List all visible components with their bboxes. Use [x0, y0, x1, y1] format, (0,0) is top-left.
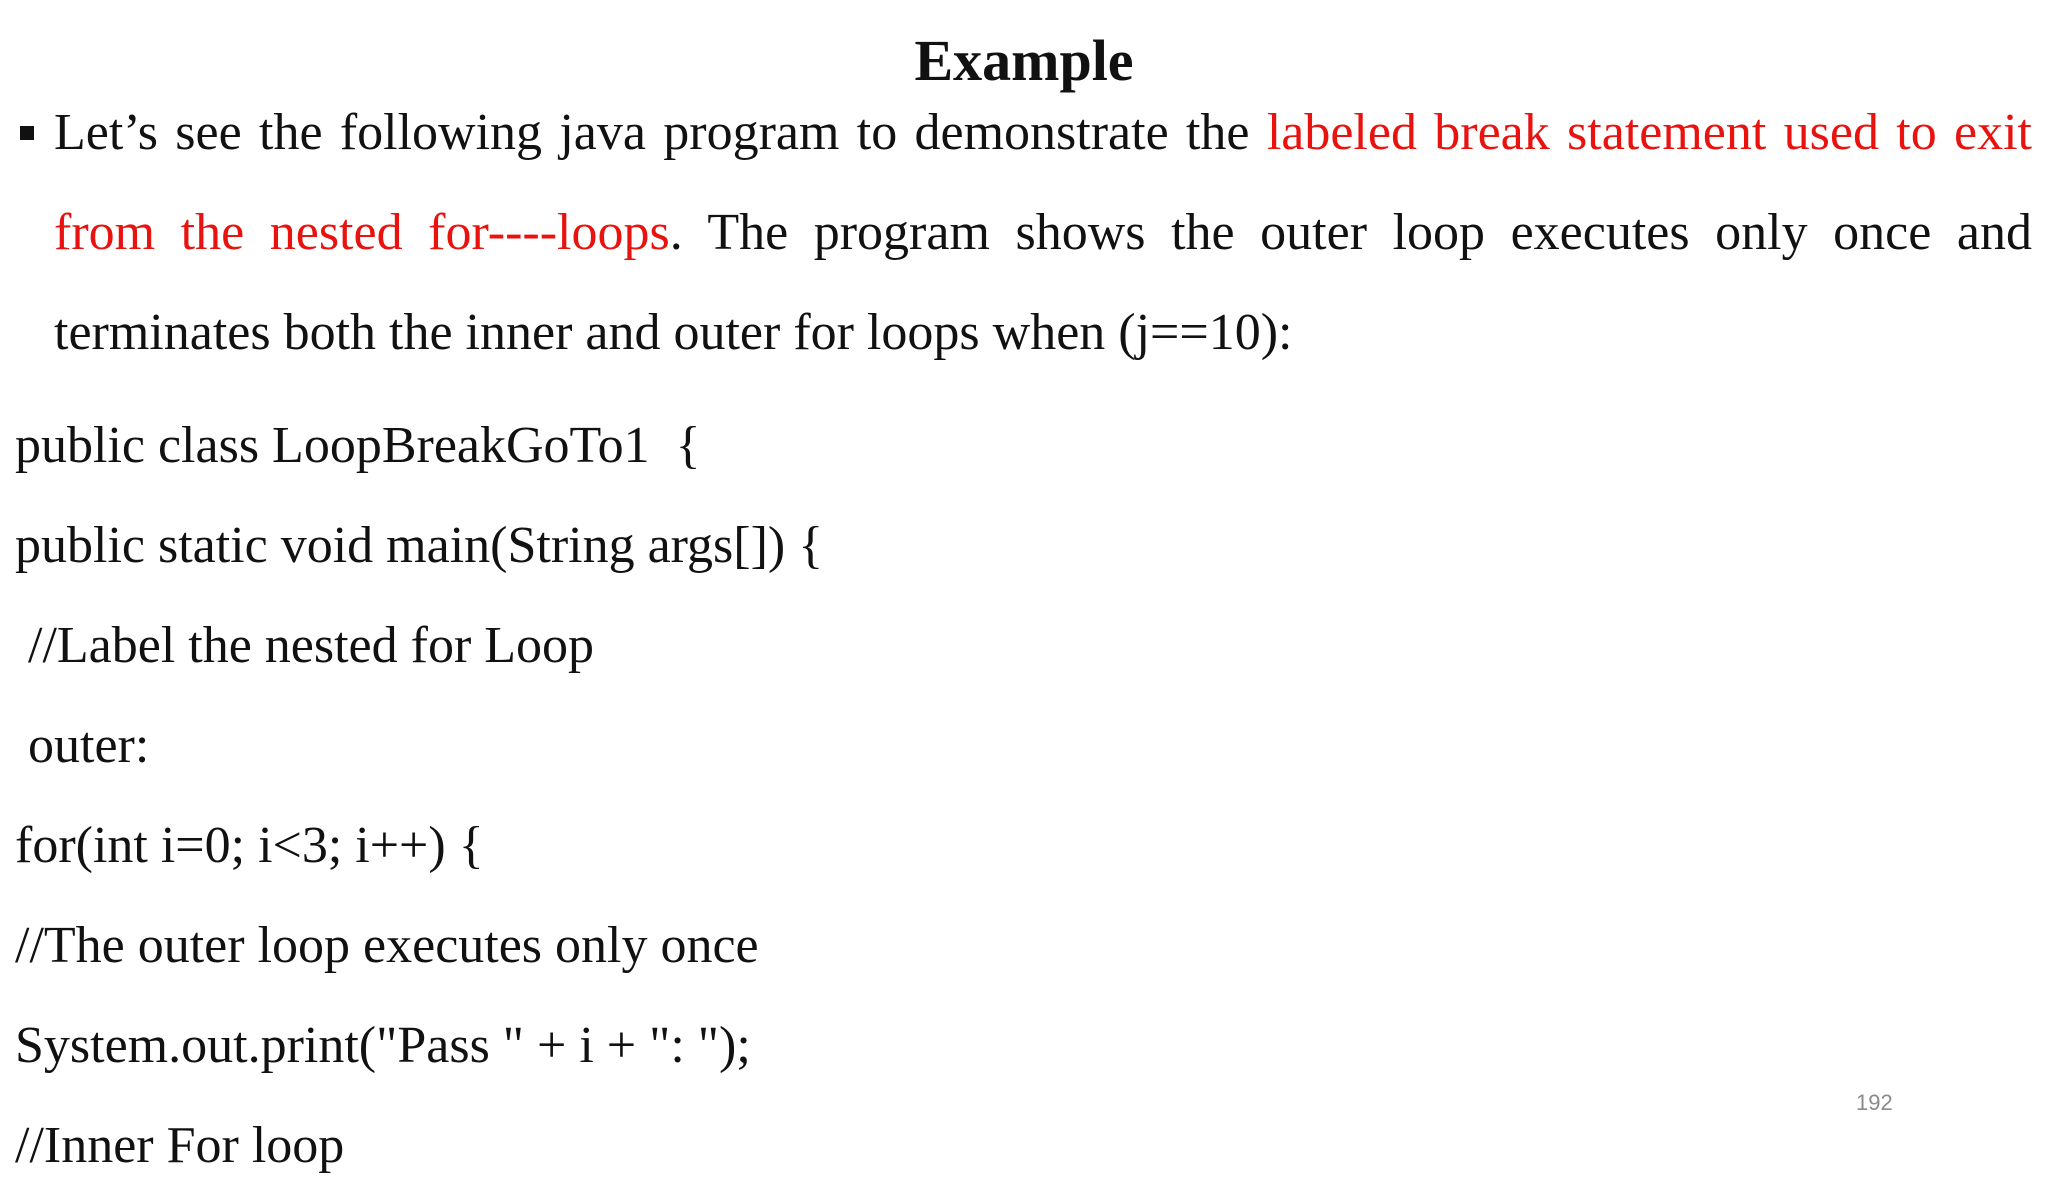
code-line: //Inner For loop: [15, 1117, 345, 1174]
code-line: public static void main(String args[]) {: [15, 517, 824, 574]
code-line: public class LoopBreakGoTo1 {: [15, 417, 701, 474]
code-line: //The outer loop executes only once: [15, 917, 759, 974]
bullet-text-before: Let’s see the following java program to demonstrate the: [54, 104, 1267, 161]
code-line: //Label the nested for Loop: [15, 617, 595, 674]
code-line: System.out.print("Pass " + i + ": ");: [15, 1017, 751, 1074]
code-block: [15, 396, 1975, 1196]
bullet-highlight: labeled break statement used to exit from the nested for----loops: [54, 104, 2032, 261]
code-line: outer:: [15, 717, 150, 774]
square-bullet-icon: [20, 126, 34, 140]
bullet-text: [54, 83, 2032, 383]
slide-title: Example: [914, 28, 1134, 93]
code-line: for(int i=0; i<3; i++) {: [15, 817, 484, 874]
page-number: 192: [1856, 1090, 1893, 1115]
bullet-text-after: . The program shows the outer loop executes only once and terminates both the inner and outer for loops when (j==10):: [54, 204, 2032, 361]
